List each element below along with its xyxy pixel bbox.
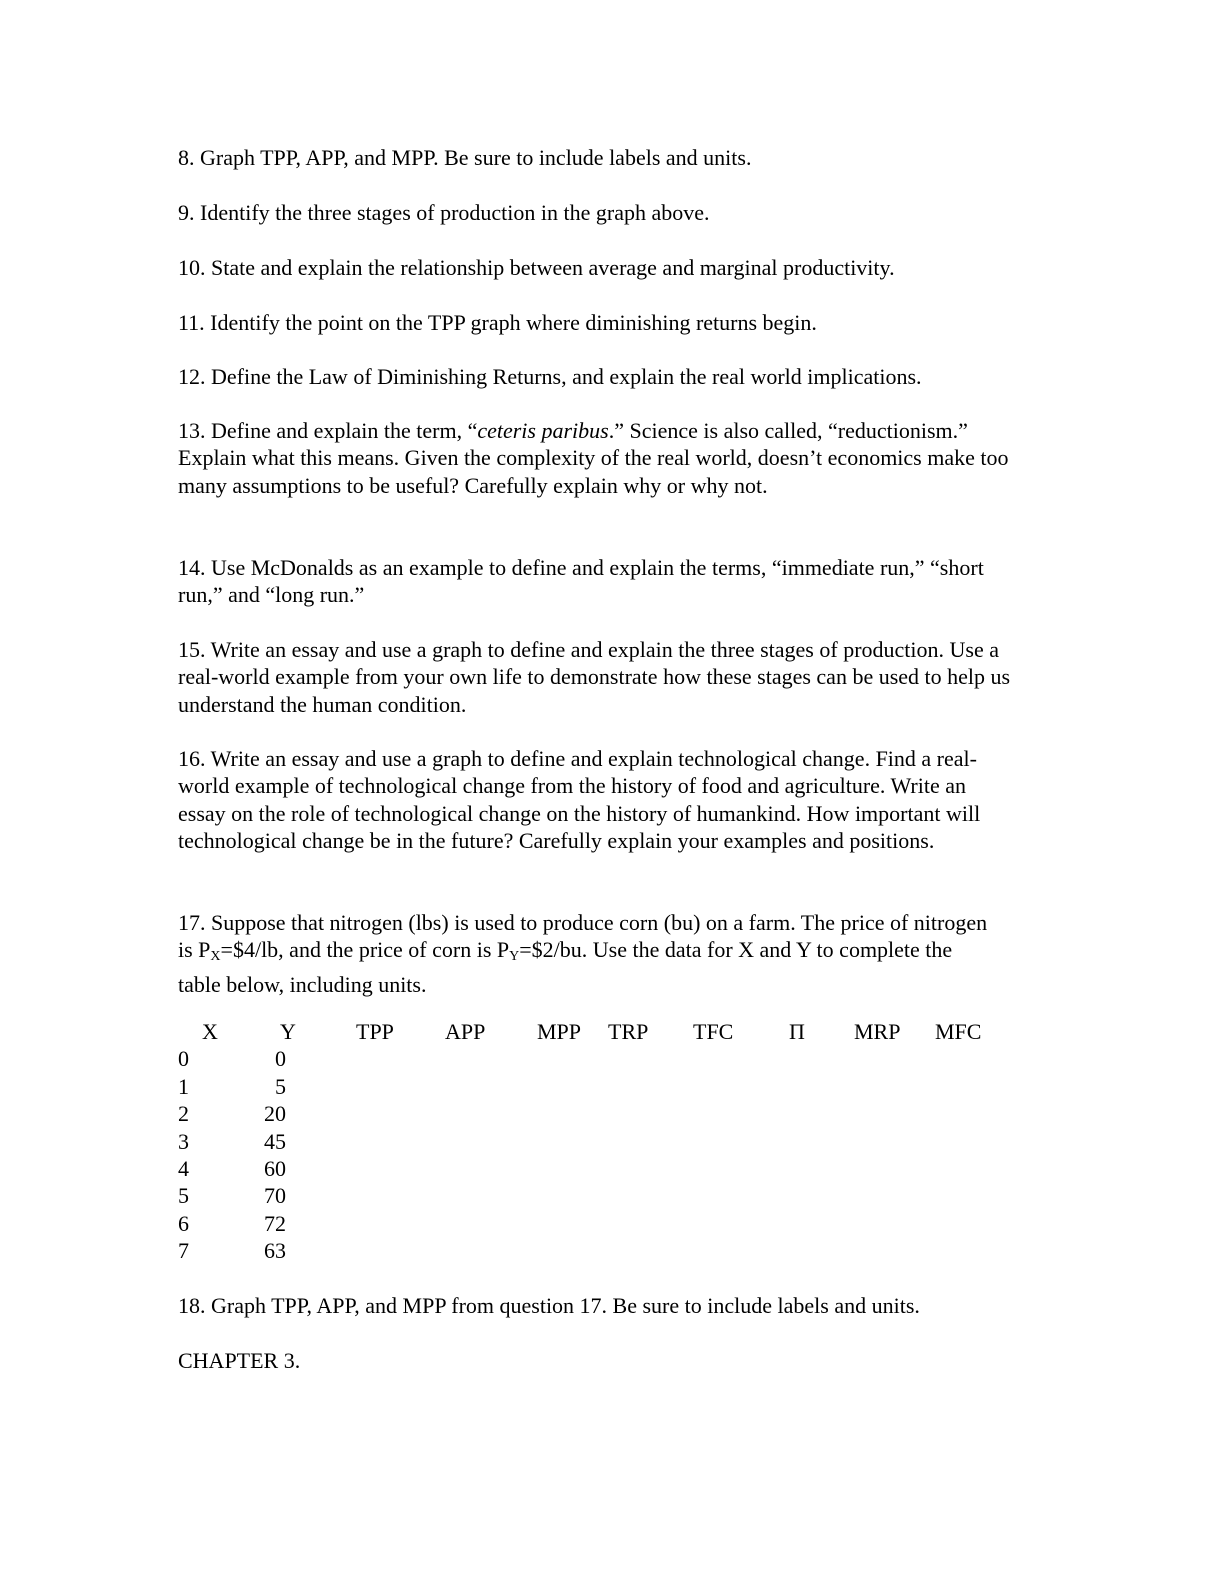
cell-x: 2 [178,1101,189,1127]
header-x: X [202,1019,218,1044]
header-mpp: MPP [537,1019,582,1044]
question-12: 12. Define the Law of Diminishing Returns, and explain the real world implications. [178,364,922,389]
cell-x: 5 [178,1183,189,1209]
cell-y: 5 [275,1073,286,1099]
question-10: 10. State and explain the relationship between average and marginal productivity. [178,255,895,280]
subscript-x: X [210,949,221,965]
cell-y: 70 [264,1183,286,1209]
cell-y: 63 [264,1238,286,1264]
question-18: 18. Graph TPP, APP, and MPP from question 17. Be sure to include labels and units. [178,1293,920,1318]
cell-x: 3 [178,1128,189,1154]
cell-y: 20 [264,1101,286,1127]
question-17-part-b: =$4/lb, and the price of corn is P [220,937,510,963]
question-17-part-c: =$2/bu. Use the data for X and Y to complete the table below, including units. [178,937,953,997]
question-13-term: ceteris paribus [477,418,609,443]
question-15: 15. Write an essay and use a graph to define and explain the three stages of production. Use a real-world example from your own life to demonstrate how these stages can be used to help us understand the human condition. [178,637,1011,717]
header-mfc: MFC [935,1019,982,1044]
question-13-intro: 13. Define and explain the term, “ [178,418,478,443]
header-trp: TRP [608,1019,649,1044]
cell-y: 72 [264,1210,286,1236]
chapter-heading: CHAPTER 3. [178,1348,301,1373]
header-tpp: TPP [356,1019,394,1044]
header-y: Y [280,1019,296,1044]
question-13-body: .” Science is also called, “reductionism.” Explain what this means. Given the complexity of the real world, doesn’t economics make too many assumptions to be useful? Carefully explain why or why not. [178,418,1009,498]
cell-x: 6 [178,1210,189,1236]
cell-y: 0 [275,1046,286,1072]
cell-y: 60 [264,1155,286,1181]
cell-y: 45 [264,1128,286,1154]
cell-x: 7 [178,1238,189,1264]
header-profit: Π [789,1019,805,1044]
question-8: 8. Graph TPP, APP, and MPP. Be sure to include labels and units. [178,145,752,170]
question-17-part-a: 17. Suppose that nitrogen (lbs) is used to produce corn (bu) on a farm. The price of nitrogen is P [178,910,988,963]
subscript-y: Y [509,949,520,965]
cell-x: 0 [178,1046,189,1072]
question-13 [178,417,1013,499]
header-app: APP [445,1019,486,1044]
question-16: 16. Write an essay and use a graph to define and explain technological change. Find a real-world example of technological change from the history of food and agriculture. Write an essay on the role of technological change on the history of humankind. How important will technological change be in the future? Carefully explain your examples and positions. [178,746,981,854]
header-mrp: MRP [854,1019,901,1044]
header-tfc: TFC [693,1019,734,1044]
cell-x: 1 [178,1073,189,1099]
question-17 [178,909,993,998]
question-11: 11. Identify the point on the TPP graph where diminishing returns begin. [178,310,817,335]
question-9: 9. Identify the three stages of production in the graph above. [178,200,710,225]
question-14: 14. Use McDonalds as an example to define and explain the terms, “immediate run,” “short run,” and “long run.” [178,555,984,608]
cell-x: 4 [178,1155,189,1181]
